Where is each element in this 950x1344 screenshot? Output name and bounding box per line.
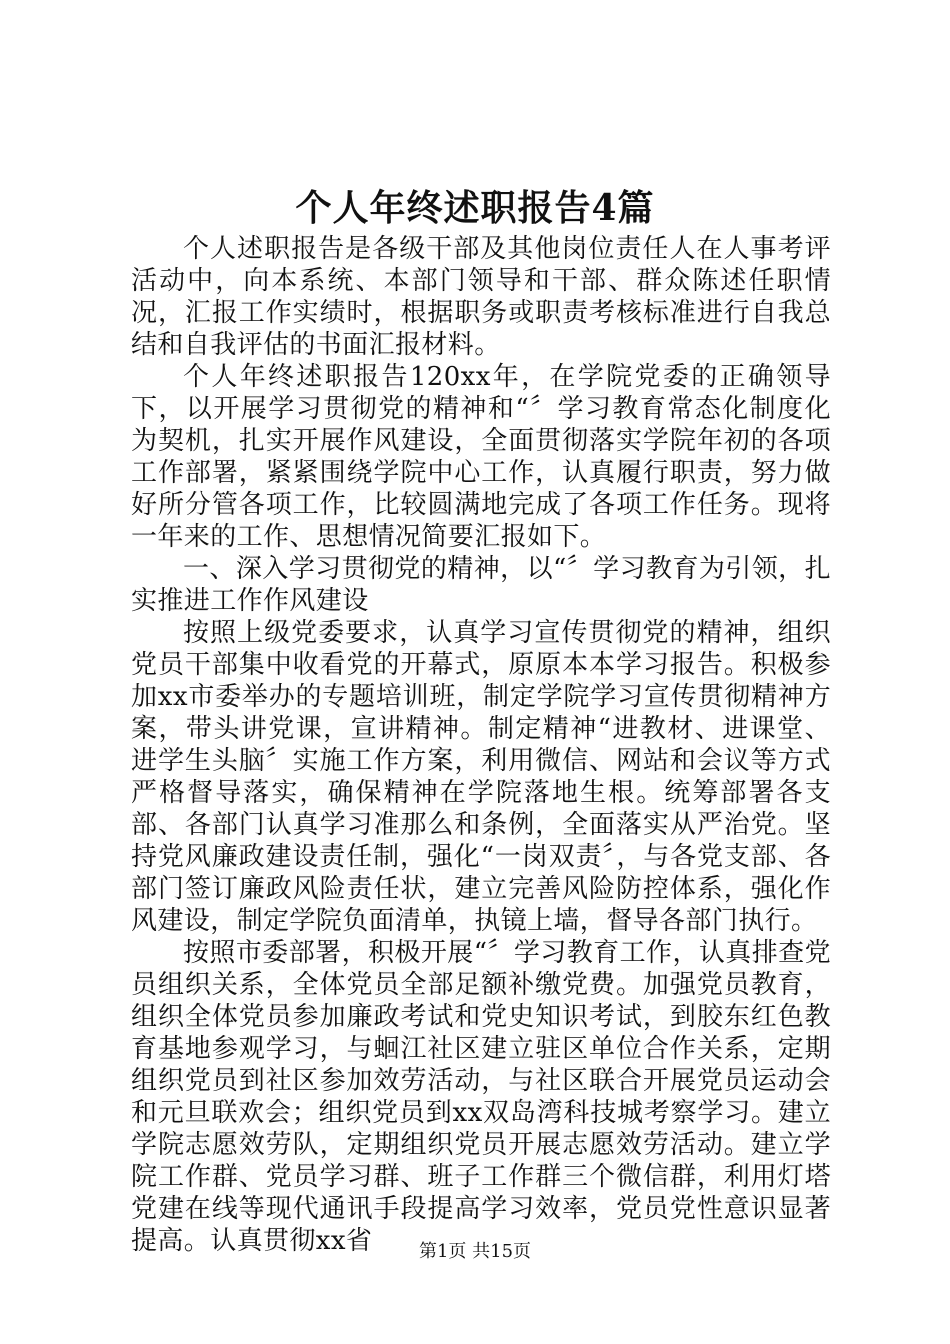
- paragraph-party-education: 按照市委部署，积极开展“〞学习教育工作，认真排查党员组织关系，全体党员全部足额补缴党费。加强党员教育，组织全体党员参加廉政考试和党史知识考试，到胶东红色教育基地参观学习，与蛔江社区建立驻区单位合作关系，定期组织党员到社区参加效劳活动，与社区联合开展党员运动会和元旦联欢会；组织党员到xx双岛湾科技城考察学习。建立学院志愿效劳队，定期组织党员开展志愿效劳活动。建立学院工作群、党员学习群、班子工作群三个微信群，利用灯塔党建在线等现代通讯手段提高学习效率，党员党性意识显著提高。认真贯彻xx省: [131, 938, 831, 1256]
- document-title: 个人年终述职报告4篇: [295, 187, 655, 229]
- paragraph-intro: 个人述职报告是各级干部及其他岗位责任人在人事考评活动中，向本系统、本部门领导和干部、群众陈述任职情况，汇报工作实绩时，根据职务或职责考核标准进行自我总结和自我评估的书面汇报材料。: [131, 234, 831, 360]
- document-body: [131, 233, 831, 1257]
- section-heading-1: 一、深入学习贯彻党的精神，以“〞学习教育为引领，扎实推进工作作风建设: [131, 554, 831, 616]
- paragraph-report-opening: 个人年终述职报告120xx年，在学院党委的正确领导下，以开展学习贯彻党的精神和“〞学习教育常态化制度化为契机，扎实开展作风建设，全面贯彻落实学院年初的各项工作部署，紧紧围绕学院中心工作，认真履行职责，努力做好所分管各项工作，比较圆满地完成了各项工作任务。现将一年来的工作、思想情况简要汇报如下。: [131, 362, 831, 552]
- page-footer: 第1页 共15页: [418, 1241, 532, 1262]
- paragraph-study-implementation: 按照上级党委要求，认真学习宣传贯彻党的精神，组织党员干部集中收看党的开幕式，原原本本学习报告。积极参加xx市委举办的专题培训班，制定学院学习宣传贯彻精神方案，带头讲党课，宣讲精神。制定精神“进教材、进课堂、进学生头脑〞实施工作方案，利用微信、网站和会议等方式严格督导落实，确保精神在学院落地生根。统筹部署各支部、各部门认真学习准那么和条例，全面落实从严治党。坚持党风廉政建设责任制，强化“一岗双责〞，与各党支部、各部门签订廉政风险责任状，建立完善风险防控体系，强化作风建设，制定学院负面清单，执镜上墙，督导各部门执行。: [131, 618, 831, 936]
